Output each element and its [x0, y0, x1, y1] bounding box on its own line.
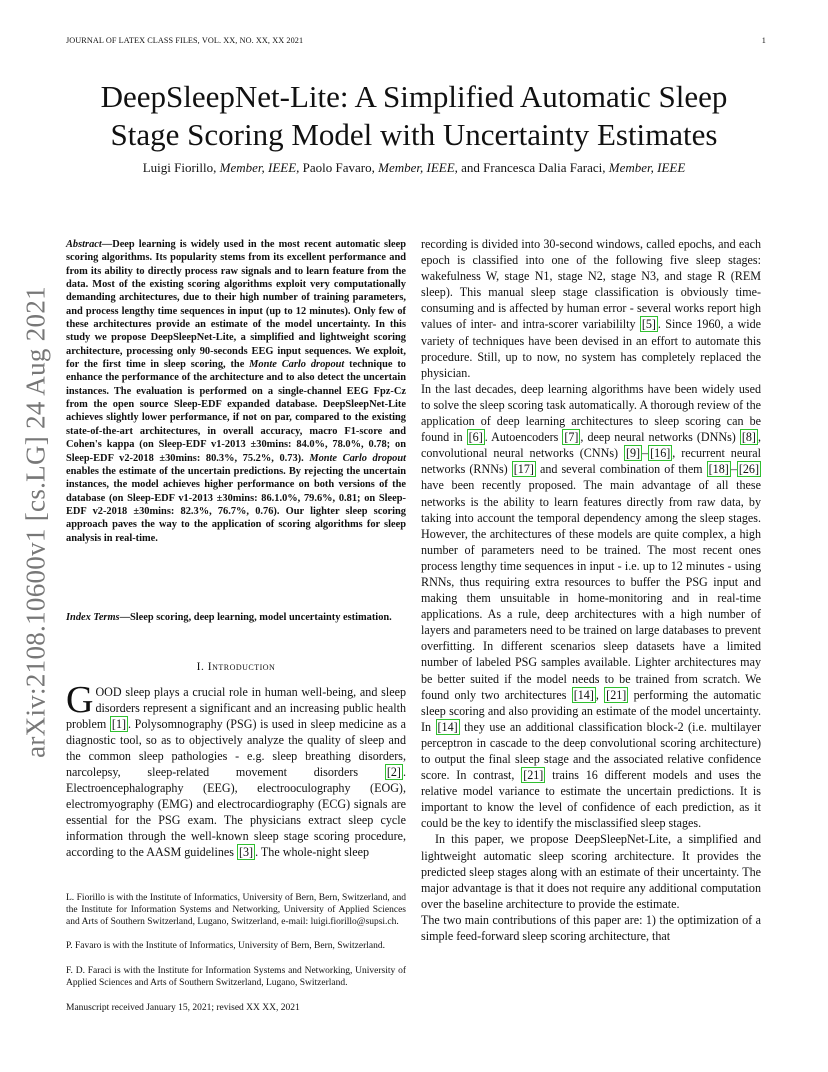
introduction-text	[66, 679, 407, 860]
text: . Since 1960, a wide variety of techniques have been devised in an effort to automate this procedure. Still, up to now, no system has completely replaced the physician.	[421, 317, 761, 380]
abstract-mc-2: Monte Carlo dropout	[309, 452, 407, 464]
section-number: I.	[196, 661, 208, 673]
text: recording is divided into 30-second windows, called epochs, and each epoch is classified into one of the following five sleep stages: wakefulness W, stage N1, stage N2, stage N3, and stage R (REM sleep). This manual sleep stage classification is obviously time-consuming and is affected by human error - several works report high values of inter- and intra-scorer variabililty	[421, 237, 761, 332]
title-line-1: DeepSleepNet-Lite: A Simplified Automatic Sleep	[100, 79, 728, 114]
footnote-fiorillo: L. Fiorillo is with the Institute of Informatics, University of Bern, Bern, Switzerland, and the Institute for Information Systems and Networking, University of Applied Sciences and Arts of Southern Switzerland, Lugano, Switzerland, e-mail: luigi.fiorillo@supsi.ch.	[66, 893, 406, 927]
citation-link[interactable]: [21]	[606, 687, 627, 702]
index-terms-text: —Sleep scoring, deep learning, model uncertainty estimation.	[119, 612, 392, 623]
citation-link[interactable]: [21]	[523, 768, 544, 783]
citation-link[interactable]: [17]	[513, 462, 534, 477]
footnote-manuscript: Manuscript received January 15, 2021; revised XX XX, 2021	[66, 1003, 300, 1013]
footnote-favaro: P. Favaro is with the Institute of Informatics, University of Bern, Bern, Switzerland.	[66, 941, 385, 951]
paragraph: The two main contributions of this paper are: 1) the optimization of a simple feed-forward sleep scoring architecture, that	[421, 912, 761, 944]
paragraph: In this paper, we propose DeepSleepNet-Lite, a simplified and lightweight automatic sleep scoring architecture. It provides the predicted sleep stages along with an estimate of their uncertainty. The major advantage is that it does not require any additional computation over the baseline architecture to provide the estimate.	[421, 832, 761, 911]
drop-cap: G	[66, 679, 94, 721]
author-1: Luigi Fiorillo,	[142, 160, 217, 175]
intro-text-3: . Electroencephalography (EEG), electrooculography (EOG), electromyography (EMG) and electrocardiography (ECG) signals are essential for the PSG exam. The physicians extract sleep cycle information through the well-known sleep stage scoring procedure, according to the AASM guidelines	[66, 765, 406, 859]
author-2: Paolo Favaro,	[302, 160, 375, 175]
citation-link[interactable]: [18]	[708, 462, 729, 477]
text: have been recently proposed. The main advantage of all these networks is the ability to learn features directly from raw data, by taking into account the temporal dependency among the sleep stages. However, the architectures of these models are quite complex, a high number of parameters need to be trained. The most recent ones process lengthy time sequences in input - i.e. up to 12 minutes - using RNNs, thus requiring extra resources to buffer the PSG input and making them unsuitable in home-monitoring and in real-time applications. As a rule, deep architectures with a high number of layers and parameters need to be trained on large databases to prevent overfitting. In different scenarios sleep datasets have a limited number of labeled PSG samples available. Lighter architectures may be better suited if the model needs to be trained from scratch. We found only two architectures	[421, 478, 761, 702]
citation-link[interactable]: [9]	[625, 446, 641, 461]
text: trains 16 different models and uses the relative model variance to estimate the uncertain predictions. It is important to know the level of confidence of each prediction, as it could be the key to identify the misclassified sleep stages.	[421, 768, 761, 831]
section-heading-introduction	[66, 661, 406, 673]
abstract-text-2: technique to enhance the performance of the architecture and to also detect the uncertain instances. The evaluation is performed on a single-channel EEG Fpz-Cz from the open source Sleep-EDF expanded database. DeepSleepNet-Lite achieves slightly lower performance, if not on par, compared to the existing state-of-the-art architectures, in overall accuracy, macro F1-score and Cohen's kappa (on Sleep-EDF v1-2013 ±30mins: 84.0%, 78.0%, 0.78; on Sleep-EDF v2-2018 ±30mins: 80.3%, 75.2%, 0.73).	[66, 359, 406, 464]
author-3: and Francesca Dalia Faraci,	[461, 160, 606, 175]
citation-link[interactable]: [5]	[641, 317, 656, 332]
abstract-label: Abstract	[66, 239, 102, 250]
intro-text-2: . Polysomnography (PSG) is used in sleep medicine as a diagnostic tool, so as to objectively analyze the quality of sleep and the common sleep pathologies - e.g. sleep breathing disorders, narcolepsy, sleep-related movement disorders	[66, 717, 407, 779]
author-2-membership: Member, IEEE,	[378, 160, 458, 175]
index-terms-label: Index Terms	[66, 612, 120, 623]
citation-link[interactable]: [26]	[738, 462, 760, 477]
citation-link[interactable]: [7]	[564, 430, 579, 445]
citation-link[interactable]: [2]	[386, 765, 401, 779]
citation-link[interactable]: [8]	[741, 430, 756, 445]
text: performing the automatic sleep scoring and also providing an estimate of the model uncertainty. In	[421, 687, 761, 734]
text: . Autoencoders	[484, 430, 563, 445]
text: –	[730, 462, 737, 477]
text: they use an additional classification block-2 (i.e. multilayer perceptron in cascade to the deep convolutional scoring architecture) to output the final sleep stage and the associated relative confidence score. In contrast,	[421, 719, 761, 783]
text: ,	[595, 687, 605, 702]
intro-text-4: . The whole-night sleep	[255, 845, 370, 859]
arxiv-stamp	[19, 287, 53, 757]
running-header	[66, 36, 766, 45]
abstract-mc-1: Monte Carlo dropout	[249, 359, 345, 371]
author-list	[60, 160, 768, 176]
citation-link[interactable]: [6]	[468, 430, 483, 445]
citation-link[interactable]: [1]	[111, 717, 127, 731]
abstract-text-3: enables the estimate of the uncertain predictions. By rejecting the uncertain instances, the model achieves higher performance on both versions of the database (on Sleep-EDF v1-2013 ±30mins: 86.1.0%, 79.6%, 0.81; on Sleep-EDF v2-2018 ±30mins: 82.3%, 76.7%, 0.76). Our lighter sleep scoring approach paves the way to the application of scoring algorithms for sleep analysis in real-time.	[66, 465, 406, 544]
abstract	[66, 238, 406, 545]
index-terms	[66, 611, 406, 624]
section-title: Introduction	[207, 661, 276, 673]
intro-text-1: sleep plays a crucial role in human well-being, and sleep disorders represent a significant and an increasing public health problem	[66, 685, 406, 731]
paragraph	[421, 236, 761, 381]
lead-word: OOD	[95, 685, 122, 699]
citation-link[interactable]: [3]	[238, 845, 254, 859]
text: –	[642, 446, 649, 461]
footnote-faraci: F. D. Faraci is with the Institute for Information Systems and Networking, University of Applied Sciences and Arts of Southern Switzerland, Lugano, Switzerland.	[66, 966, 406, 988]
citation-link[interactable]: [14]	[437, 719, 458, 734]
right-column-text	[421, 236, 761, 944]
text: , convolutional neural networks (CNNs)	[421, 430, 761, 461]
text: , deep neural networks (DNNs)	[580, 430, 740, 445]
abstract-text-1: —Deep learning is widely used in the most recent automatic sleep scoring algorithms. Its popularity stems from its excellent performance and from its ability to directly process raw signals and to learn feature from the data. Most of the existing scoring algorithms exploit very computationally demanding architectures, due to their high number of training parameters, and process lengthy time sequences in input (up to 12 minutes). Only few of these architectures provide an estimate of the model uncertainty. In this study we propose DeepSleepNet-Lite, a simplified and lightweight scoring architecture, processing only 90-seconds EEG input sequences. We exploit, for the first time in sleep scoring, the	[66, 239, 406, 371]
arxiv-id: arXiv:2108.10600v1 [cs.LG] 24 Aug 2021	[20, 286, 51, 758]
page-number: 1	[761, 36, 766, 45]
text: In the last decades, deep learning algorithms have been widely used to solve the sleep scoring task automatically. A thorough review of the application of deep learning architectures to sleep scoring can be found in	[421, 381, 761, 445]
author-3-membership: Member, IEEE	[608, 160, 686, 175]
title-line-2: Stage Scoring Model with Uncertainty Estimates	[110, 117, 718, 152]
journal-name: JOURNAL OF LATEX CLASS FILES, VOL. XX, NO. XX, XX 2021	[66, 36, 304, 45]
text: , recurrent neural networks (RNNs)	[421, 446, 761, 477]
paper-title	[60, 78, 768, 154]
author-1-membership: Member, IEEE,	[219, 160, 300, 175]
citation-link[interactable]: [14]	[573, 687, 594, 702]
paragraph	[421, 381, 761, 832]
citation-link[interactable]: [16]	[650, 446, 671, 461]
text: and several combination of them	[535, 462, 707, 477]
